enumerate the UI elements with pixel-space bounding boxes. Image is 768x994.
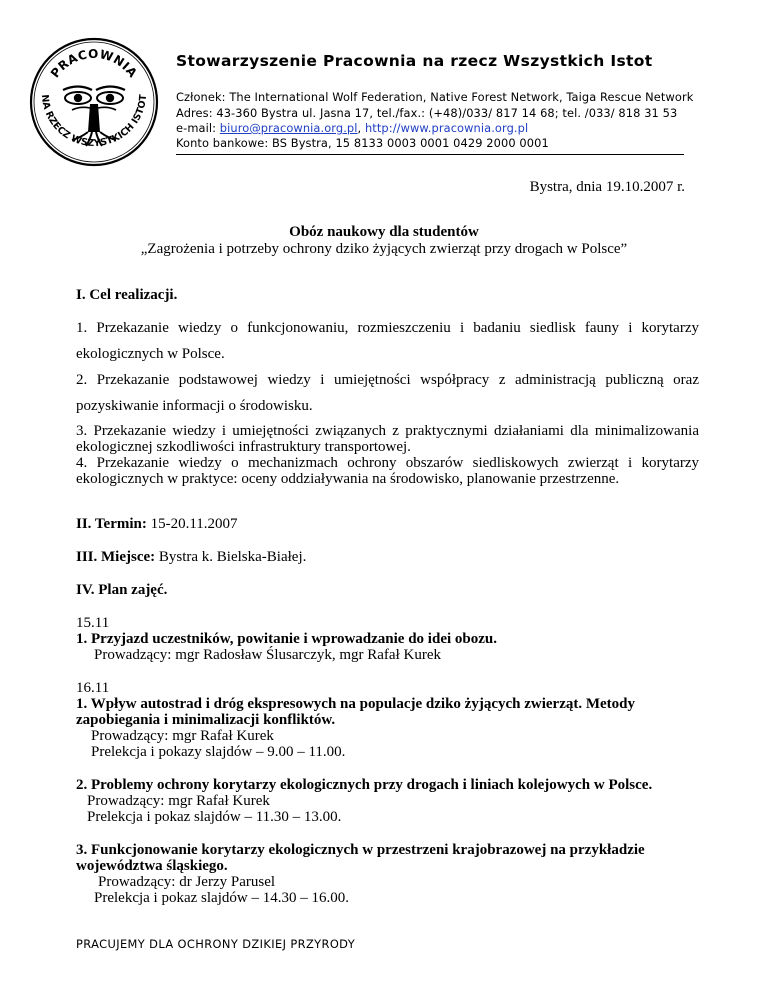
day-2-item-1-line-1: 1. Wpływ autostrad i dróg ekspresowych na populacje dziko żyjących zwierząt. Metody [76, 696, 635, 712]
document-title: Obóz naukowy dla studentów [289, 224, 479, 240]
organization-name: Stowarzyszenie Pracownia na rzecz Wszystkich Istot [176, 52, 653, 70]
goal-2-line-1: 2. Przekazanie podstawowej wiedzy i umiejętności współpracy z administracją publiczną oraz [76, 372, 699, 388]
plan-heading: IV. Plan zajęć. [76, 582, 168, 598]
goal-4-line-1: 4. Przekazanie wiedzy o mechanizmach ochrony obszarów siedliskowych zwierząt i korytarzy [76, 455, 699, 471]
day-2-item-1-line-2: zapobiegania i minimalizacji konfliktów. [76, 712, 336, 728]
contact-line [176, 121, 528, 135]
address-line: Adres: 43-360 Bystra ul. Jasna 17, tel./fax.: (+48)/033/ 817 14 68; tel. /033/ 818 31 53 [176, 106, 678, 120]
day-2-item-3-line-1: 3. Funkcjonowanie korytarzy ekologicznych w przestrzeni krajobrazowej na przykładzie [76, 842, 645, 858]
day-2-item-2-time: Prelekcja i pokaz slajdów – 11.30 – 13.00. [87, 809, 342, 825]
footer-motto: PRACUJEMY DLA OCHRONY DZIKIEJ PRZYRODY [76, 937, 356, 951]
email-link[interactable]: biuro@pracownia.org.pl [219, 121, 358, 135]
goal-1-line-2: ekologicznych w Polsce. [76, 346, 225, 362]
membership-line: Członek: The International Wolf Federation, Native Forest Network, Taiga Rescue Network [176, 90, 694, 104]
day-2-item-1-time: Prelekcja i pokazy slajdów – 9.00 – 11.00. [91, 744, 346, 760]
goal-2-line-2: pozyskiwanie informacji o środowisku. [76, 398, 313, 414]
place-date: Bystra, dnia 19.10.2007 r. [529, 179, 685, 195]
day-1-item-1-lead: Prowadzący: mgr Radosław Ślusarczyk, mgr Rafał Kurek [94, 647, 441, 663]
day-1-item-1: 1. Przyjazd uczestników, powitanie i wprowadzanie do idei obozu. [76, 631, 497, 647]
goal-3-line-1: 3. Przekazanie wiedzy i umiejętności związanych z praktycznymi działaniami dla minimalizowania [76, 423, 699, 439]
header-divider [176, 154, 684, 155]
website-link[interactable]: http://www.pracownia.org.pl [364, 121, 529, 135]
svg-text:PRACOWNIA [48, 47, 140, 80]
goal-4-line-2: ekologicznych w praktyce: oceny oddziaływania na środowisko, planowanie przestrzenne. [76, 471, 620, 487]
day-2-item-3-lead: Prowadzący: dr Jerzy Parusel [98, 874, 276, 890]
day-1-date: 15.11 [76, 615, 110, 631]
term-line: II. Termin: 15-20.11.2007 [76, 516, 238, 532]
day-2-item-2-lead: Prowadzący: mgr Rafał Kurek [87, 793, 270, 809]
location-line: III. Miejsce: Bystra k. Bielska-Białej. [76, 549, 307, 565]
day-2-item-3-time: Prelekcja i pokaz slajdów – 14.30 – 16.00. [94, 890, 349, 906]
section-goals-heading: I. Cel realizacji. [76, 287, 178, 303]
goal-1-line-1: 1. Przekazanie wiedzy o funkcjonowaniu, rozmieszczeniu i badaniu siedlisk fauny i korytarzy [76, 320, 699, 336]
day-2-item-1-lead: Prowadzący: mgr Rafał Kurek [91, 728, 274, 744]
document-subtitle: „Zagrożenia i potrzeby ochrony dziko żyjących zwierząt przy drogach w Polsce” [140, 241, 628, 257]
email-label: e-mail: [176, 121, 220, 135]
day-2-item-3-line-2: województwa śląskiego. [76, 858, 228, 874]
contact-separator: , [357, 121, 365, 135]
logo-text-top: PRACOWNIA [47, 46, 141, 81]
day-2-item-2-title: 2. Problemy ochrony korytarzy ekologicznych przy drogach i liniach kolejowych w Polsce. [76, 777, 653, 793]
logo-text-bottom: NA RZECZ WSZYSTKICH ISTOT [38, 93, 150, 150]
bank-account-line: Konto bankowe: BS Bystra, 15 8133 0003 0001 0429 2000 0001 [176, 136, 549, 150]
goal-3-line-2: ekologicznej szkodliwości infrastruktury transportowej. [76, 439, 411, 455]
organization-logo [28, 36, 160, 168]
day-2-date: 16.11 [76, 680, 110, 696]
